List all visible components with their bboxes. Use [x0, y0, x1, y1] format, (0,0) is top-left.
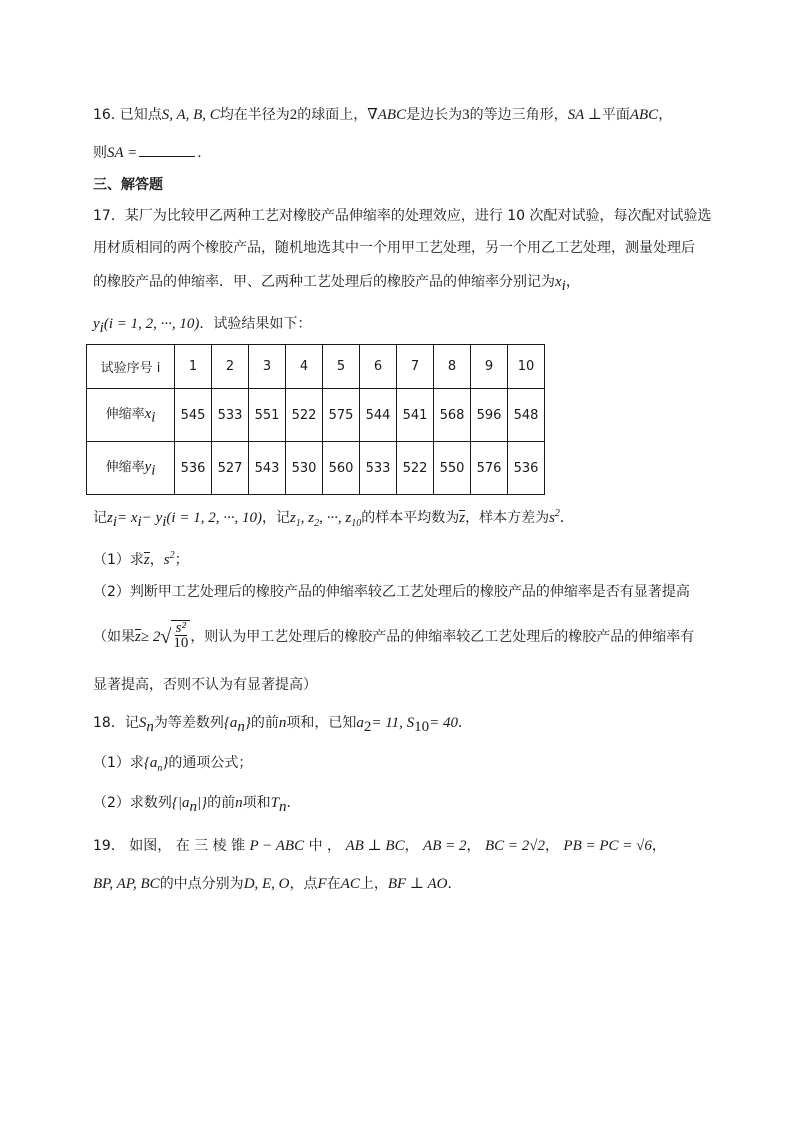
table-cell: 7	[397, 345, 434, 389]
q17-part2-line3: 显著提高，否则不认为有显著提高）	[93, 677, 317, 693]
q17-line4: $y_i(i = 1$, 2, ···, 10)．试验结果如下：	[93, 316, 312, 336]
table-cell: 4	[286, 345, 323, 389]
table-cell: 541	[397, 389, 434, 442]
sqrt-expression: √ $\frac{\text{s²}}{10}$	[160, 620, 189, 651]
table-cell: 575	[323, 389, 360, 442]
q17-part2-line2: （如果z≥ 2 √ $\frac{\text{s²}}{10}$ ，则认为甲工艺处理后的橡胶产品的伸缩率较乙工艺处理后的橡胶产品的伸缩率有	[93, 620, 694, 654]
table-cell: 522	[286, 389, 323, 442]
table-row-index	[87, 345, 545, 389]
q18-line1: 18．记$S_n$为等差数列$\{a_n\}$的前n项和，已知$a_2= 11$, $S_{10}= 40$．	[93, 715, 472, 735]
table-cell: 576	[471, 442, 508, 495]
table-cell: 560	[323, 442, 360, 495]
answer-blank[interactable]	[139, 142, 195, 157]
table-cell: 1	[175, 345, 212, 389]
table-cell: 10	[508, 345, 545, 389]
q17-note: 记$z_i= x_i- y_i(i = 1$, 2, ···, 10)，记$z_1$, $z_2$, ···, $z_{10}$的样本平均数为z，样本方差为$s^2$．	[93, 508, 574, 530]
table-row-y	[87, 442, 545, 495]
table-cell: 543	[249, 442, 286, 495]
table-cell: 2	[212, 345, 249, 389]
experiment-table	[86, 344, 545, 495]
q19-line1: 19． 如图， 在 三 棱 锥 P − ABC 中 ， AB ⊥ BC， AB = 2， BC = 2√2， PB = PC = √6，	[93, 838, 666, 854]
q17-part2-line1: （2）判断甲工艺处理后的橡胶产品的伸缩率较乙工艺处理后的橡胶产品的伸缩率是否有显著提高	[93, 584, 690, 600]
table-cell: 530	[286, 442, 323, 495]
q17-part1: （1）求z，$s^2$；	[93, 550, 189, 568]
table-cell: 544	[360, 389, 397, 442]
table-cell: 533	[360, 442, 397, 495]
table-cell: 550	[434, 442, 471, 495]
q16-line1: 16. 已知点S, A, B, C均在半径为2的球面上，∇ABC是边长为3的等边三角形，SA ⊥平面ABC，	[93, 107, 673, 123]
table-cell: 3	[249, 345, 286, 389]
q17-line3: 的橡胶产品的伸缩率．甲、乙两种工艺处理后的橡胶产品的伸缩率分别记为$x_i$，	[93, 274, 580, 294]
table-cell: 551	[249, 389, 286, 442]
table-cell: 548	[508, 389, 545, 442]
table-cell: 5	[323, 345, 360, 389]
z-bar: z	[459, 510, 466, 526]
table-header-cell: 伸缩率$x_i$	[87, 389, 175, 442]
table-cell: 536	[175, 442, 212, 495]
table-header-cell: 试验序号 i	[87, 345, 175, 389]
section-title: 三、解答题	[93, 177, 163, 193]
q16-number: 16.	[93, 107, 116, 123]
table-row-x	[87, 389, 545, 442]
table-cell: 9	[471, 345, 508, 389]
table-cell: 522	[397, 442, 434, 495]
table-cell: 6	[360, 345, 397, 389]
table-cell: 545	[175, 389, 212, 442]
table-cell: 533	[212, 389, 249, 442]
q19-line2: BP, AP, BC的中点分别为D, E, O，点F在AC上，BF ⊥ AO．	[93, 876, 462, 892]
table-cell: 536	[508, 442, 545, 495]
table-cell: 8	[434, 345, 471, 389]
q17-line2: 用材质相同的两个橡胶产品，随机地选其中一个用甲工艺处理，另一个用乙工艺处理，测量处理后	[93, 240, 695, 256]
q16-line2: 则SA = .	[93, 142, 202, 164]
q17-line1: 17．某厂为比较甲乙两种工艺对橡胶产品伸缩率的处理效应，进行 10 次配对试验，每次配对试验选	[93, 208, 712, 224]
table-cell: 527	[212, 442, 249, 495]
q18-part2: （2）求数列$\{|a_n|\}$的前n项和$T_n$．	[93, 795, 301, 815]
table-cell: 568	[434, 389, 471, 442]
table-cell: 596	[471, 389, 508, 442]
table-header-cell: 伸缩率$y_i$	[87, 442, 175, 495]
q18-part1: （1）求$\{a_n\}$的通项公式；	[93, 755, 253, 774]
